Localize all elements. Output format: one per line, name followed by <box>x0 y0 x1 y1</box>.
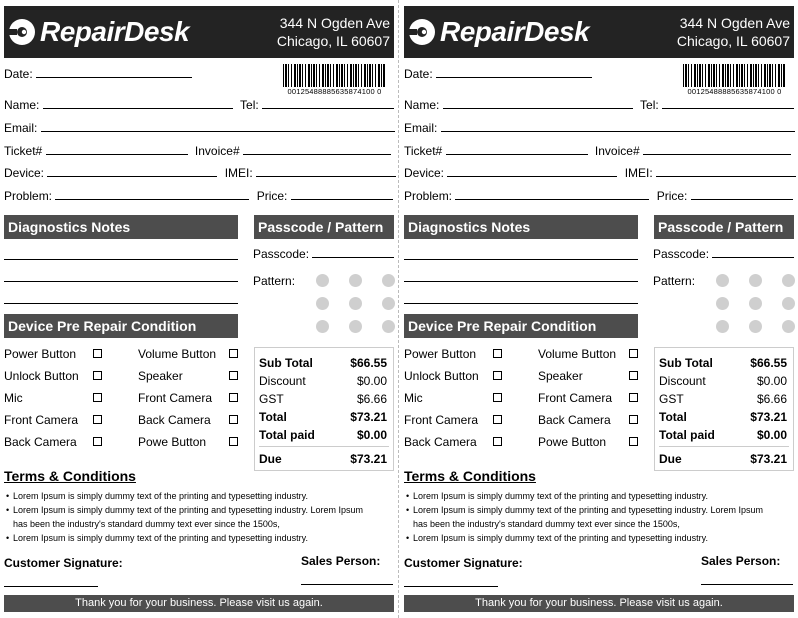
condition-checkbox[interactable] <box>229 393 238 402</box>
diagnostics-line[interactable] <box>404 259 638 260</box>
pattern-dot[interactable] <box>782 274 795 287</box>
invoice-line <box>643 144 791 155</box>
total-value: $73.21 <box>750 410 787 424</box>
barcode-number: 00125488885635874100 0 <box>687 87 782 96</box>
discount-value: $0.00 <box>356 374 387 388</box>
condition-label: Power Button <box>404 347 477 361</box>
condition-label: Back Camera <box>4 435 77 449</box>
condition-checkbox[interactable] <box>629 371 638 380</box>
footer-message: Thank you for your business. Please visit us again. <box>404 595 794 612</box>
total-paid-row <box>659 428 787 442</box>
term-item: • Lorem Ipsum is simply dummy text of the printing and typesetting industry. <box>6 489 376 503</box>
imei-line <box>256 166 396 177</box>
condition-label: Front Camera <box>404 413 479 427</box>
device-label: Device: <box>404 166 445 180</box>
invoice-label: Invoice# <box>594 144 640 158</box>
diagnostics-line[interactable] <box>404 281 638 282</box>
problem-line <box>455 189 649 200</box>
discount-label: Discount <box>659 374 706 388</box>
gst-value: $6.66 <box>756 392 787 406</box>
store-address <box>677 14 790 50</box>
gst-value: $6.66 <box>356 392 387 406</box>
gst-label: GST <box>259 392 284 406</box>
device-field[interactable] <box>404 166 796 180</box>
condition-checkbox[interactable] <box>629 415 638 424</box>
gst-row <box>659 392 787 406</box>
condition-label: Powe Button <box>138 435 207 449</box>
sales-person-line[interactable] <box>301 584 393 585</box>
total-label: Total <box>659 410 687 424</box>
repair-ticket-left <box>0 0 396 618</box>
name-label: Name: <box>4 98 40 112</box>
total-row <box>259 410 387 424</box>
pattern-label: Pattern: <box>253 274 296 288</box>
pattern-dot[interactable] <box>349 297 362 310</box>
condition-label: Back Camera <box>538 413 611 427</box>
perforation-line <box>398 0 399 618</box>
pattern-dot[interactable] <box>749 274 762 287</box>
condition-label: Back Camera <box>138 413 211 427</box>
condition-label: Mic <box>404 391 423 405</box>
email-line <box>441 121 795 132</box>
condition-checkbox[interactable] <box>93 437 102 446</box>
address-line-2: Chicago, IL 60607 <box>276 33 390 49</box>
device-condition-header: Device Pre Repair Condition <box>404 314 638 338</box>
email-field[interactable] <box>404 121 795 135</box>
device-label: Device: <box>4 166 45 180</box>
problem-label: Problem: <box>4 189 53 203</box>
problem-field[interactable] <box>4 189 393 203</box>
pattern-dot[interactable] <box>316 297 329 310</box>
date-field[interactable] <box>404 67 592 81</box>
term-item: • Lorem Ipsum is simply dummy text of the printing and typesetting industry. <box>6 531 376 545</box>
ticket-field[interactable] <box>4 144 391 158</box>
total-label: Total <box>259 410 287 424</box>
pattern-label: Pattern: <box>653 274 696 288</box>
footer-message: Thank you for your business. Please visit us again. <box>4 595 394 612</box>
condition-label: Power Button <box>4 347 77 361</box>
diagnostics-line[interactable] <box>404 303 638 304</box>
passcode-pattern-header: Passcode / Pattern <box>654 215 794 239</box>
condition-label: Speaker <box>538 369 583 383</box>
total-paid-label: Total paid <box>259 428 315 442</box>
total-paid-value: $0.00 <box>756 428 787 442</box>
pattern-dot[interactable] <box>316 320 329 333</box>
sales-person-line[interactable] <box>701 584 793 585</box>
date-label: Date: <box>404 67 433 81</box>
condition-checkbox[interactable] <box>493 349 502 358</box>
name-line <box>443 98 633 109</box>
barcode <box>283 64 386 87</box>
due-row <box>259 452 387 466</box>
condition-label: Speaker <box>138 369 183 383</box>
diagnostics-notes-header: Diagnostics Notes <box>404 215 638 239</box>
pattern-dot[interactable] <box>349 320 362 333</box>
address-line-1: 344 N Ogden Ave <box>679 15 790 31</box>
tel-label: Tel: <box>240 98 259 112</box>
device-line <box>47 166 217 177</box>
condition-checkbox[interactable] <box>629 349 638 358</box>
pattern-dot[interactable] <box>382 320 395 333</box>
due-label: Due <box>659 452 682 466</box>
condition-label: Mic <box>4 391 23 405</box>
pattern-dot[interactable] <box>782 297 795 310</box>
condition-checkbox[interactable] <box>493 415 502 424</box>
pattern-dot[interactable] <box>382 297 395 310</box>
passcode-label: Passcode: <box>253 247 310 261</box>
brand-name: RepairDesk <box>40 16 190 47</box>
store-address <box>277 14 390 50</box>
due-label: Due <box>259 452 282 466</box>
condition-label: Back Camera <box>404 435 477 449</box>
due-value: $73.21 <box>750 452 787 466</box>
term-item: • Lorem Ipsum is simply dummy text of the printing and typesetting industry. <box>406 489 776 503</box>
price-label: Price: <box>656 189 688 203</box>
ticket-header <box>404 6 794 58</box>
condition-checkbox[interactable] <box>229 371 238 380</box>
due-row <box>659 452 787 466</box>
problem-field[interactable] <box>404 189 793 203</box>
ticket-header <box>4 6 394 58</box>
condition-label: Unlock Button <box>4 369 79 383</box>
passcode-field[interactable] <box>253 247 394 261</box>
subtotal-value: $66.55 <box>350 356 387 370</box>
terms-title: Terms & Conditions <box>4 468 136 484</box>
condition-checkbox[interactable] <box>629 437 638 446</box>
name-line <box>43 98 233 109</box>
subtotal-row <box>259 356 387 370</box>
totals-divider <box>259 446 389 447</box>
imei-label: IMEI: <box>624 166 653 180</box>
pattern-dot[interactable] <box>749 320 762 333</box>
address-line-1: 344 N Ogden Ave <box>279 15 390 31</box>
barcode <box>683 64 786 87</box>
email-field[interactable] <box>4 121 395 135</box>
subtotal-row <box>659 356 787 370</box>
term-item: • Lorem Ipsum is simply dummy text of the printing and typesetting industry. <box>406 531 776 545</box>
condition-label: Volume Button <box>138 347 217 361</box>
customer-signature-label: Customer Signature: <box>4 556 123 570</box>
total-row <box>659 410 787 424</box>
customer-signature-label: Customer Signature: <box>404 556 523 570</box>
customer-signature-line[interactable] <box>404 586 498 587</box>
imei-label: IMEI: <box>224 166 253 180</box>
condition-label: Unlock Button <box>404 369 479 383</box>
pattern-dot[interactable] <box>716 320 729 333</box>
passcode-label: Passcode: <box>653 247 710 261</box>
passcode-pattern-header: Passcode / Pattern <box>254 215 394 239</box>
name-label: Name: <box>404 98 440 112</box>
pattern-dot[interactable] <box>749 297 762 310</box>
condition-checkbox[interactable] <box>93 393 102 402</box>
condition-checkbox[interactable] <box>493 437 502 446</box>
condition-checkbox[interactable] <box>629 393 638 402</box>
condition-checkbox[interactable] <box>93 349 102 358</box>
tel-label: Tel: <box>640 98 659 112</box>
condition-checkbox[interactable] <box>493 371 502 380</box>
ticket-label: Ticket# <box>4 144 43 158</box>
discount-label: Discount <box>259 374 306 388</box>
discount-value: $0.00 <box>756 374 787 388</box>
invoice-label: Invoice# <box>194 144 240 158</box>
ticket-line <box>446 144 588 155</box>
passcode-field[interactable] <box>653 247 794 261</box>
discount-row <box>259 374 387 388</box>
totals-box <box>254 347 394 471</box>
problem-line <box>55 189 249 200</box>
pattern-dot[interactable] <box>382 274 395 287</box>
ticket-field[interactable] <box>404 144 791 158</box>
price-label: Price: <box>256 189 288 203</box>
repairdesk-logo-icon <box>8 18 36 46</box>
condition-label: Front Camera <box>138 391 213 405</box>
total-paid-label: Total paid <box>659 428 715 442</box>
diagnostics-line[interactable] <box>4 259 238 260</box>
pattern-dot[interactable] <box>716 297 729 310</box>
total-paid-value: $0.00 <box>356 428 387 442</box>
device-condition-header: Device Pre Repair Condition <box>4 314 238 338</box>
total-paid-row <box>259 428 387 442</box>
repairdesk-logo-icon <box>408 18 436 46</box>
totals-box <box>654 347 794 471</box>
gst-label: GST <box>659 392 684 406</box>
ticket-label: Ticket# <box>404 144 443 158</box>
discount-row <box>659 374 787 388</box>
device-line <box>447 166 617 177</box>
sales-person-label: Sales Person: <box>301 554 381 568</box>
repair-ticket-right <box>400 0 796 618</box>
sales-person-label: Sales Person: <box>701 554 781 568</box>
barcode-number: 00125488885635874100 0 <box>287 87 382 96</box>
gst-row <box>259 392 387 406</box>
condition-checkbox[interactable] <box>93 371 102 380</box>
price-line <box>691 189 793 200</box>
customer-signature-line[interactable] <box>4 586 98 587</box>
tel-line <box>662 98 794 109</box>
email-label: Email: <box>4 121 38 135</box>
condition-label: Powe Button <box>538 435 607 449</box>
pattern-dot[interactable] <box>716 274 729 287</box>
email-label: Email: <box>404 121 438 135</box>
pattern-dot[interactable] <box>316 274 329 287</box>
pattern-dot[interactable] <box>782 320 795 333</box>
condition-checkbox[interactable] <box>493 393 502 402</box>
condition-checkbox[interactable] <box>229 415 238 424</box>
subtotal-label: Sub Total <box>259 356 313 370</box>
passcode-line <box>712 247 794 258</box>
email-line <box>41 121 395 132</box>
date-label: Date: <box>4 67 33 81</box>
subtotal-label: Sub Total <box>659 356 713 370</box>
condition-checkbox[interactable] <box>229 437 238 446</box>
subtotal-value: $66.55 <box>750 356 787 370</box>
pattern-dot[interactable] <box>349 274 362 287</box>
terms-title: Terms & Conditions <box>404 468 536 484</box>
passcode-line <box>312 247 394 258</box>
condition-checkbox[interactable] <box>93 415 102 424</box>
condition-label: Front Camera <box>4 413 79 427</box>
address-line-2: Chicago, IL 60607 <box>676 33 790 49</box>
ticket-line <box>46 144 188 155</box>
diagnostics-notes-header: Diagnostics Notes <box>4 215 238 239</box>
condition-checkbox[interactable] <box>229 349 238 358</box>
condition-label: Volume Button <box>538 347 617 361</box>
tel-line <box>262 98 394 109</box>
imei-line <box>656 166 796 177</box>
diagnostics-line[interactable] <box>4 281 238 282</box>
name-field[interactable] <box>404 98 794 112</box>
brand-name: RepairDesk <box>440 16 590 47</box>
totals-divider <box>659 446 789 447</box>
name-field[interactable] <box>4 98 394 112</box>
date-field[interactable] <box>4 67 192 81</box>
term-item: • Lorem Ipsum is simply dummy text of the printing and typesetting industry. Lorem Ipsum has been the industry's standard dummy text ever since the 1500s, <box>6 503 376 531</box>
device-field[interactable] <box>4 166 396 180</box>
term-item: • Lorem Ipsum is simply dummy text of the printing and typesetting industry. Lorem Ipsum has been the industry's standard dummy text ever since the 1500s, <box>406 503 776 531</box>
date-line <box>36 67 192 78</box>
total-value: $73.21 <box>350 410 387 424</box>
problem-label: Problem: <box>404 189 453 203</box>
date-line <box>436 67 592 78</box>
price-line <box>291 189 393 200</box>
diagnostics-line[interactable] <box>4 303 238 304</box>
due-value: $73.21 <box>350 452 387 466</box>
invoice-line <box>243 144 391 155</box>
condition-label: Front Camera <box>538 391 613 405</box>
